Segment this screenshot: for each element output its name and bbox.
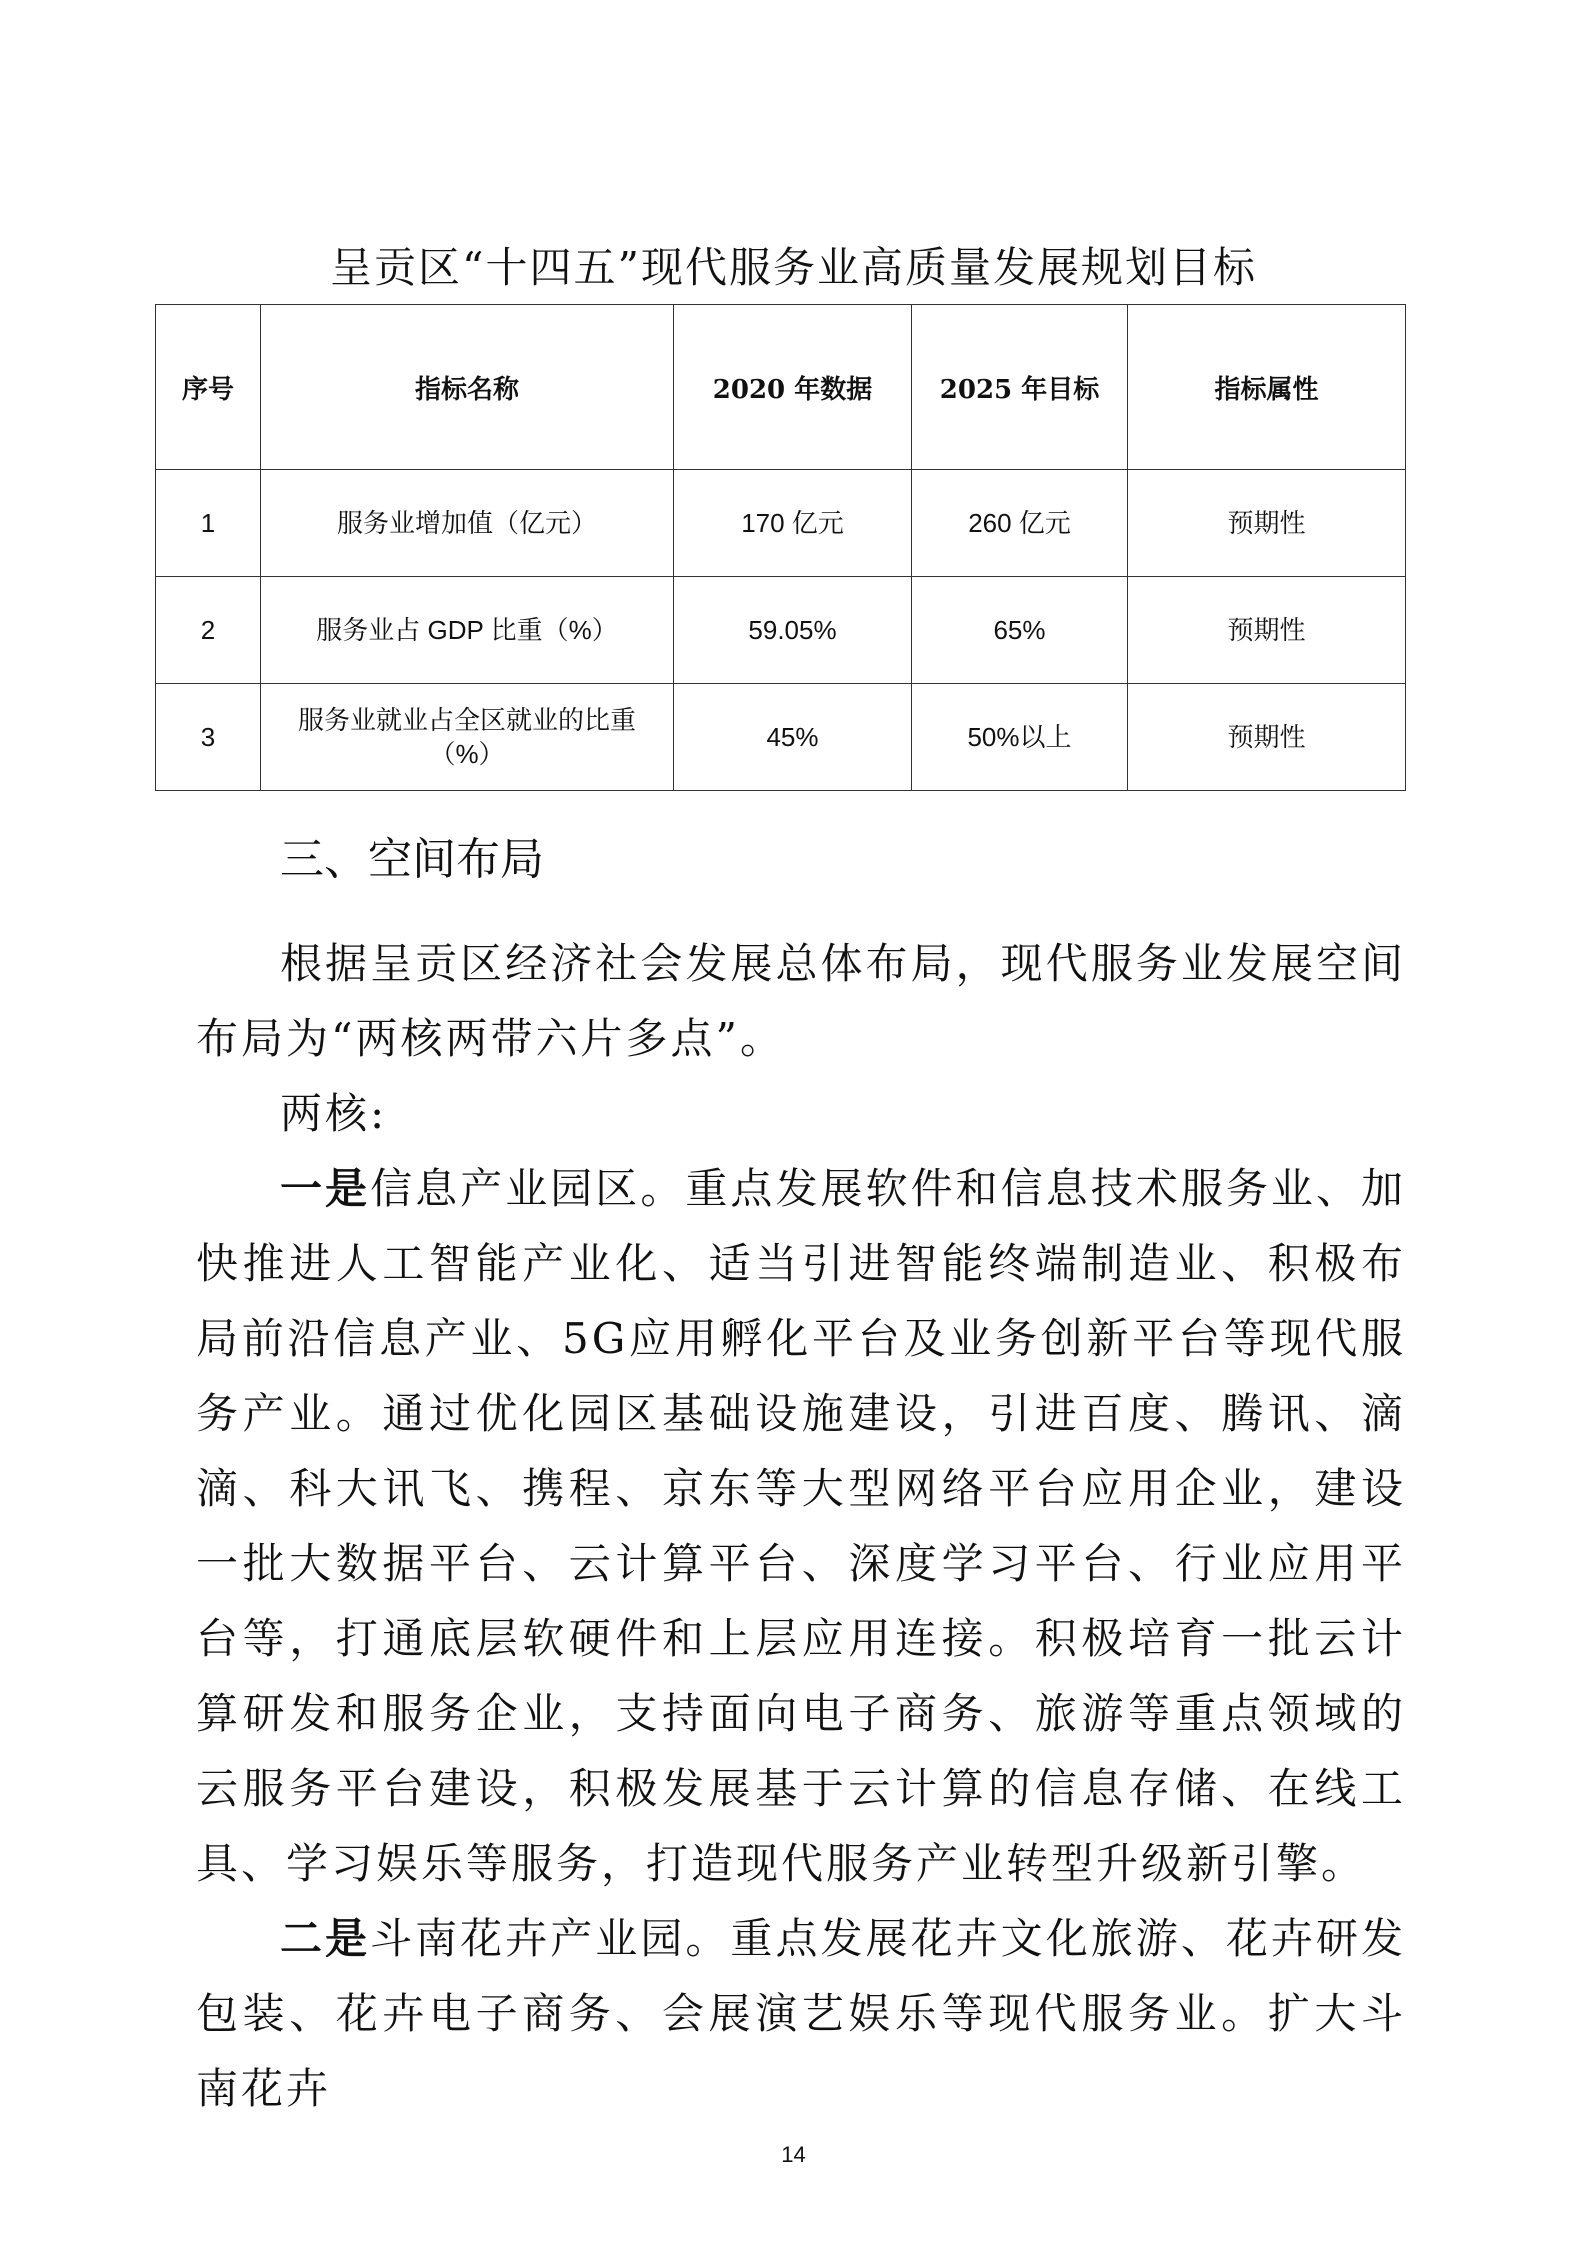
planning-goals-table — [155, 304, 1406, 791]
paragraph-core-one — [196, 1151, 1406, 1901]
cell-indicator-name: 服务业增加值（亿元） — [261, 470, 674, 577]
body-text — [196, 926, 1406, 2126]
table-title: 呈贡区“十四五”现代服务业高质量发展规划目标 — [330, 243, 1257, 292]
cell-indicator-attribute: 预期性 — [1128, 684, 1406, 791]
table-header-row — [156, 305, 1406, 470]
table-row — [156, 684, 1406, 791]
header-2025-target: 2025 年目标 — [912, 305, 1128, 470]
cell-serial: 3 — [156, 684, 261, 791]
page-number: 14 — [781, 2142, 806, 2167]
cell-serial: 1 — [156, 470, 261, 577]
header-indicator-name: 指标名称 — [261, 305, 674, 470]
paragraph-text: 斗南花卉产业园。重点发展花卉文化旅游、花卉研发包装、花卉电子商务、会展演艺娱乐等现代服务业。扩大斗南花卉 — [196, 1914, 1406, 2113]
paragraph-layout-intro: 根据呈贡区经济社会发展总体布局，现代服务业发展空间布局为“两核两带六片多点”。 — [196, 939, 1406, 1063]
cell-indicator-name: 服务业占 GDP 比重（%） — [261, 577, 674, 684]
cell-indicator-name: 服务业就业占全区就业的比重（%） — [261, 684, 674, 791]
paragraph-lead: 二是 — [280, 1914, 371, 1963]
cell-serial: 2 — [156, 577, 261, 684]
paragraph-text: 信息产业园区。重点发展软件和信息技术服务业、加快推进人工智能产业化、适当引进智能终端制造业、积极布局前沿信息产业、5G应用孵化平台及业务创新平台等现代服务产业。通过优化园区基础设施建设，引进百度、腾讯、滴滴、科大讯飞、携程、京东等大型网络平台应用企业，建设一批大数据平台、云计算平台、深度学习平台、行业应用平台等，打通底层软硬件和上层应用连接。积极培育一批云计算研发和服务企业，支持面向电子商务、旅游等重点领域的云服务平台建设，积极发展基于云计算的信息存储、在线工具、学习娱乐等服务，打造现代服务产业转型升级新引擎。 — [196, 1164, 1406, 1888]
paragraph-two-cores-heading: 两核: — [280, 1089, 388, 1138]
table-row — [156, 577, 1406, 684]
cell-2025-target: 260 亿元 — [912, 470, 1128, 577]
cell-2020-data: 59.05% — [674, 577, 912, 684]
cell-indicator-attribute: 预期性 — [1128, 470, 1406, 577]
table-row — [156, 470, 1406, 577]
cell-indicator-attribute: 预期性 — [1128, 577, 1406, 684]
cell-2025-target: 50%以上 — [912, 684, 1128, 791]
header-indicator-attribute: 指标属性 — [1128, 305, 1406, 470]
cell-2020-data: 45% — [674, 684, 912, 791]
cell-2025-target: 65% — [912, 577, 1128, 684]
cell-2020-data: 170 亿元 — [674, 470, 912, 577]
section-heading: 三、空间布局 — [280, 834, 544, 885]
paragraph-core-two — [196, 1901, 1406, 2126]
header-2020-data: 2020 年数据 — [674, 305, 912, 470]
header-serial: 序号 — [156, 305, 261, 470]
paragraph-lead: 一是 — [280, 1164, 371, 1213]
